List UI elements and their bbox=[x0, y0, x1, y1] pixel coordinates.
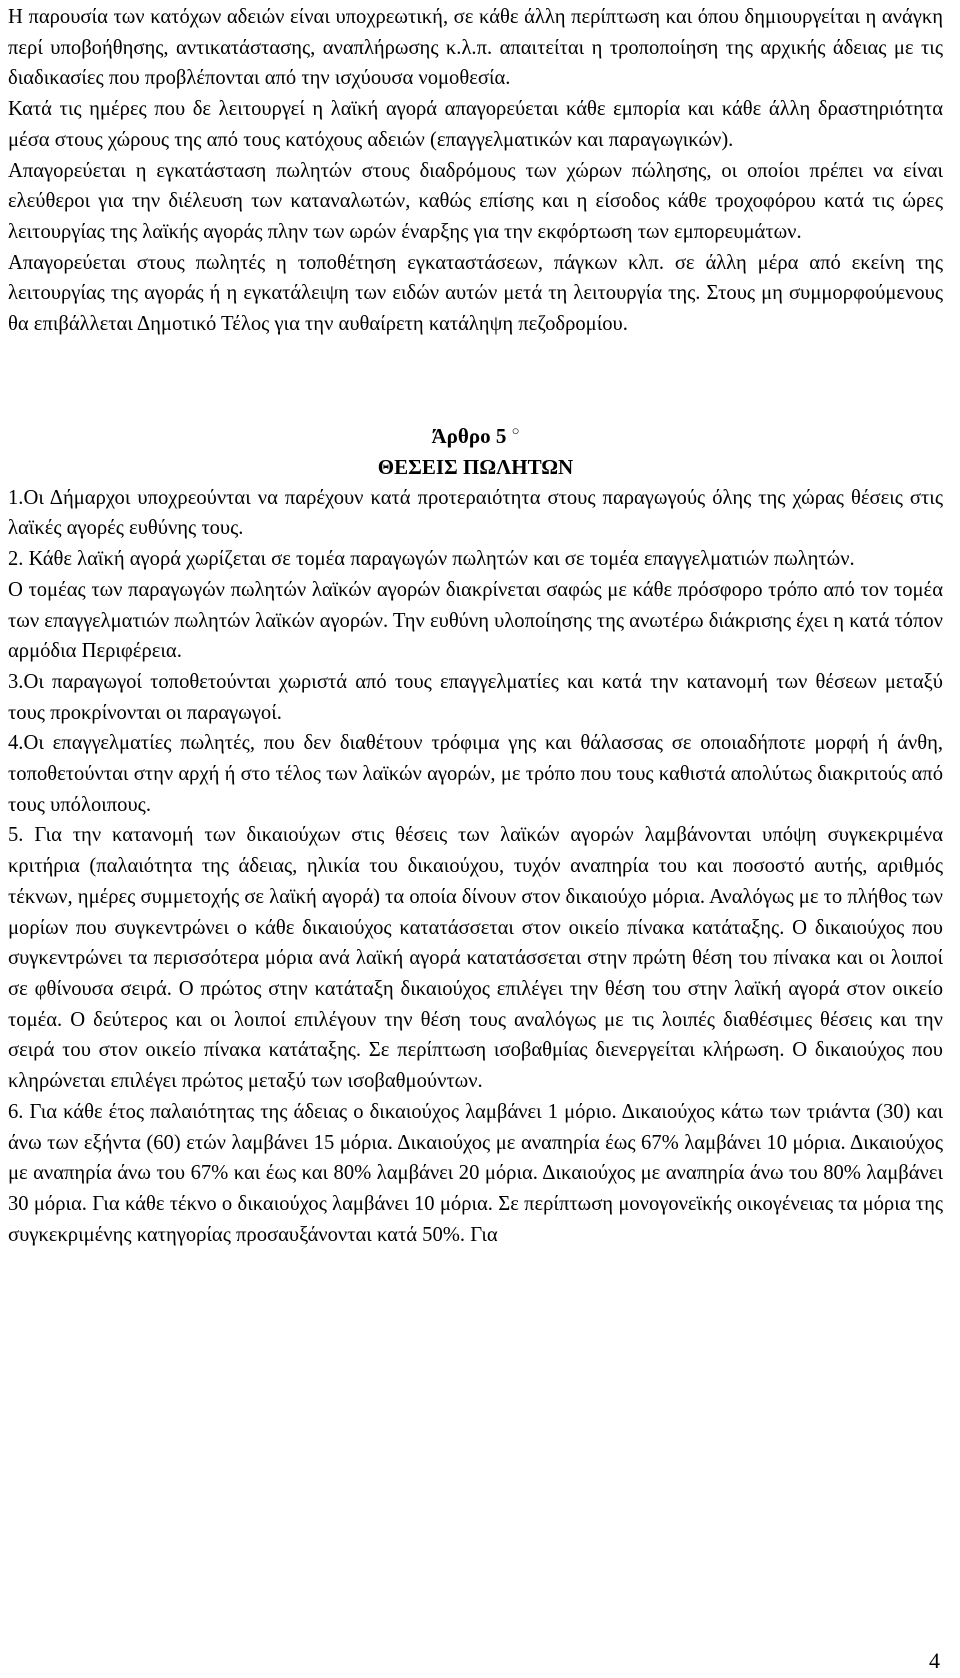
article-number: Άρθρο 5 bbox=[431, 423, 507, 448]
article-paragraph: 1.Οι Δήμαρχοι υποχρεούνται να παρέχουν κατά προτεραιότητα στους παραγωγούς όλης της χώρας θέσεις στις λαϊκές αγορές ευθύνης τους. bbox=[8, 486, 943, 540]
article-paragraph: 5. Για την κατανομή των δικαιούχων στις θέσεις των λαϊκών αγορών λαμβάνονται υπόψη συγκεκριμένα κριτήρια (παλαιότητα της άδειας, ηλικία του δικαιούχου, τυχόν αναπηρία του και ποσοστό αυτής, αριθμός τέκνων, ημέρες συμμετοχής σε λαϊκή αγορά) τα οποία δίνουν στον δικαιούχο μόρια. Αναλόγως με το πλήθος των μορίων που συγκεντρώνει ο κάθε δικαιούχος κατατάσσεται στον οικείο πίνακα κατάταξης. Ο δικαιούχος που συγκεντρώνει τα περισσότερα μόρια ανά λαϊκή αγορά κατατάσσεται στην πρώτη θέση του πίνακα και οι λοιποί σε φθίνουσα σειρά. Ο πρώτος στην κατάταξη δικαιούχος επιλέγει την θέση του στην λαϊκή αγορά στον οικείο τομέα. Ο δεύτερος και οι λοιποί επιλέγουν την θέση τους αναλόγως με τις λοιπές διαθέσιμες θέσεις και την σειρά του στον οικείο πίνακα κατάταξης. Σε περίπτωση ισοβαθμίας διενεργείται κλήρωση. Ο δικαιούχος που κληρώνεται επιλέγει πρώτος μεταξύ των ισοβαθμούντων. bbox=[8, 824, 943, 1093]
intro-paragraph: Η παρουσία των κατόχων αδειών είναι υποχρεωτική, σε κάθε άλλη περίπτωση και όπου δημιουργείται η ανάγκη περί υποβοήθησης, αντικατάστασης, αναπλήρωσης κ.λ.π. απαιτείται η τροποποίηση της αρχικής άδειας με τις διαδικασίες που προβλέπονται από την ισχύουσα νομοθεσία. bbox=[8, 6, 943, 90]
article-paragraph: 6. Για κάθε έτος παλαιότητας της άδειας ο δικαιούχος λαμβάνει 1 μόριο. Δικαιούχος κάτω των τριάντα (30) και άνω των εξήντα (60) ετών λαμβάνει 15 μόρια. Δικαιούχος με αναπηρία έως 67% λαμβάνει 10 μόρια. Δικαιούχος με αναπηρία άνω του 67% και έως και 80% λαμβάνει 20 μόρια. Δικαιούχος με αναπηρία άνω του 80% λαμβάνει 30 μόρια. Για κάθε τέκνο ο δικαιούχος λαμβάνει 10 μόρια. Σε περίπτωση μονογονεϊκής οικογένειας τα μόρια της συγκεκριμένης κατηγορίας προσαυξάνονται κατά 50%. Για bbox=[8, 1100, 943, 1246]
article-title: ΘΕΣΕΙΣ ΠΩΛΗΤΩΝ bbox=[377, 454, 574, 479]
intro-paragraph: Απαγορεύεται στους πωλητές η τοποθέτηση εγκαταστάσεων, πάγκων κλπ. σε άλλη μέρα από εκείνη της λειτουργίας της αγοράς ή η εγκατάλειψη των ειδών αυτών μετά τη λειτουργία της. Στους μη συμμορφούμενους θα επιβάλλεται Δημοτικό Τέλος για την αυθαίρετη κατάληψη πεζοδρομίου. bbox=[8, 251, 943, 336]
intro-paragraph: Απαγορεύεται η εγκατάσταση πωλητών στους διαδρόμους των χώρων πώλησης, οι οποίοι πρέπει να είναι ελεύθεροι για την διέλευση των καταναλωτών, καθώς επίσης και η είσοδος κάθε τροχοφόρου κατά τις ώρες λειτουργίας της λαϊκής αγοράς πλην των ωρών έναρξης για την εκφόρτωση των εμπορευμάτων. bbox=[8, 159, 943, 243]
article-paragraph: 4.Οι επαγγελματίες πωλητές, που δεν διαθέτουν τρόφιμα γης και θάλασσας σε οποιαδήποτε μορφή ή άνθη, τοποθετούνται στην αρχή ή στο τέλος των λαϊκών αγορών, με τρόπο που τους καθιστά απολύτως διακριτούς από τους υπόλοιπους. bbox=[8, 732, 943, 816]
page-number: 4 bbox=[929, 1648, 940, 1673]
degree-mark: ○ bbox=[511, 422, 520, 438]
page-content bbox=[8, 2, 943, 1250]
article-paragraph: 3.Οι παραγωγοί τοποθετούνται χωριστά από τους επαγγελματίες και κατά την κατανομή των θέσεων μεταξύ τους προκρίνονται οι παραγωγοί. bbox=[8, 670, 943, 724]
article-paragraph: Ο τομέας των παραγωγών πωλητών λαϊκών αγορών διακρίνεται σαφώς με κάθε πρόσφορο τρόπο από τον τομέα των επαγγελματιών πωλητών λαϊκών αγορών. Την ευθύνη υλοποίησης της ανωτέρω διάκρισης έχει η κατά τόπον αρμόδια Περιφέρεια. bbox=[8, 578, 943, 663]
article-paragraph: 2. Κάθε λαϊκή αγορά χωρίζεται σε τομέα παραγωγών πωλητών και σε τομέα επαγγελματιών πωλητών. bbox=[8, 548, 855, 571]
intro-paragraph: Κατά τις ημέρες που δε λειτουργεί η λαϊκή αγορά απαγορεύεται κάθε εμπορία και κάθε άλλη δραστηριότητα μέσα στους χώρους της από τους κατόχους αδειών (επαγγελματικών και παραγωγικών). bbox=[8, 98, 943, 151]
article-heading bbox=[8, 415, 943, 452]
